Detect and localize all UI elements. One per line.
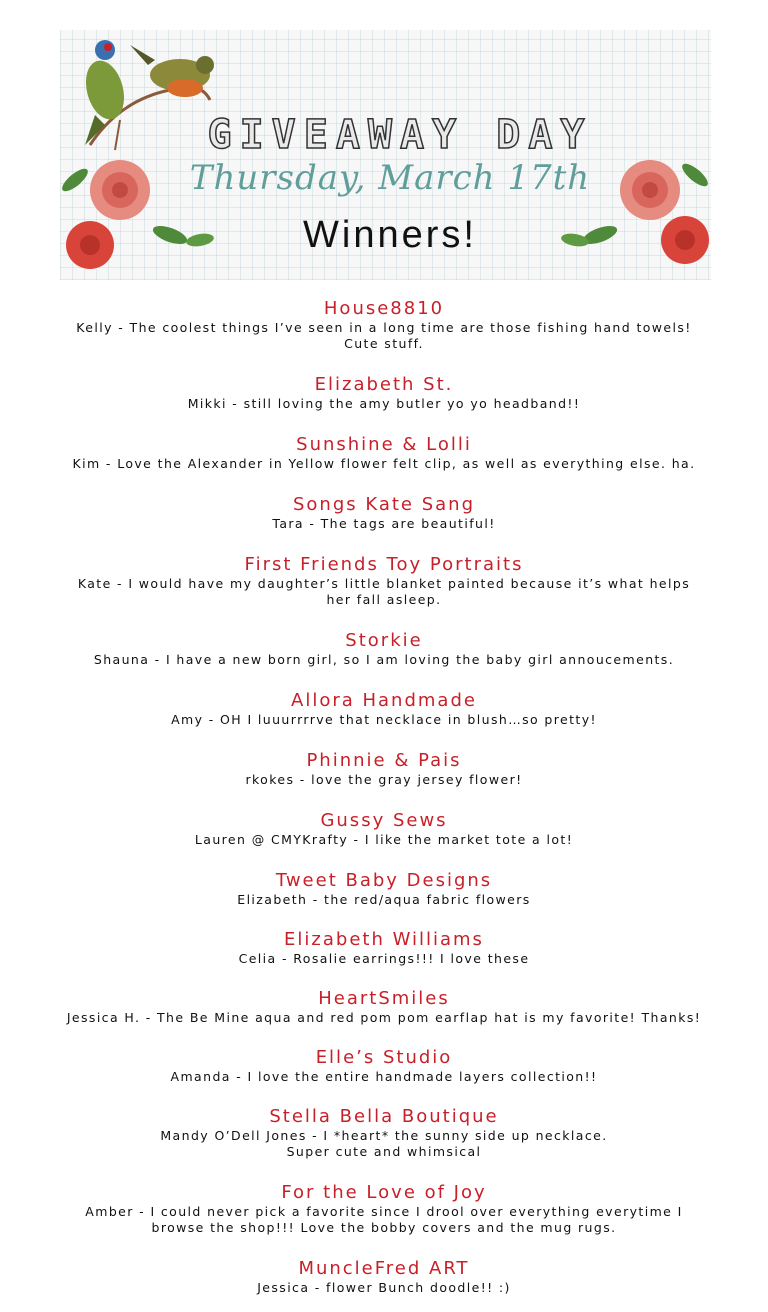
giveaway-banner	[60, 30, 711, 280]
winner-comment: Kim - Love the Alexander in Yellow flower felt clip, as well as everything else. ha.	[72, 456, 696, 471]
winner-comment: Amber - I could never pick a favorite since I drool over everything everytime I browse the shop!!! Love the bobby covers and the mug rugs.	[85, 1204, 683, 1235]
winner-comment: rkokes - love the gray jersey flower!	[245, 772, 523, 787]
shop-name[interactable]: Elizabeth Williams	[284, 929, 484, 950]
winner-entry	[0, 810, 768, 870]
shop-name[interactable]: Sunshine & Lolli	[296, 434, 472, 455]
winner-comment: Tara - The tags are beautiful!	[272, 516, 496, 531]
winner-entry	[0, 434, 768, 494]
winner-comment: Mandy O’Dell Jones - I *heart* the sunny side up necklace. Super cute and whimsical	[160, 1128, 608, 1159]
winner-entry	[0, 374, 768, 434]
winner-comment: Lauren @ CMYKrafty - I like the market tote a lot!	[194, 832, 574, 847]
winner-entry	[0, 298, 768, 374]
winner-comment: Celia - Rosalie earrings!!! I love these	[238, 951, 530, 966]
shop-name[interactable]: Allora Handmade	[291, 690, 477, 711]
winner-entry	[0, 1182, 768, 1258]
shop-name[interactable]: For the Love of Joy	[281, 1182, 487, 1203]
winner-comment: Jessica H. - The Be Mine aqua and red pom pom earflap hat is my favorite! Thanks!	[66, 1010, 702, 1025]
winner-comment: Amy - OH I luuurrrrve that necklace in blush…so pretty!	[171, 712, 597, 727]
shop-name[interactable]: HeartSmiles	[318, 988, 450, 1009]
winner-entry	[0, 1258, 768, 1298]
shop-name[interactable]: Phinnie & Pais	[306, 750, 462, 771]
winner-entry	[0, 494, 768, 554]
shop-name[interactable]: Storkie	[345, 630, 423, 651]
shop-name[interactable]: Stella Bella Boutique	[269, 1106, 499, 1127]
winner-comment: Elizabeth - the red/aqua fabric flowers	[237, 892, 531, 907]
winner-comment: Mikki - still loving the amy butler yo yo headband!!	[187, 396, 581, 411]
shop-name[interactable]: MuncleFred ART	[298, 1258, 470, 1279]
winner-entry	[0, 1047, 768, 1106]
banner-title: GIVEAWAY DAY	[207, 112, 593, 158]
banner-subtitle: Winners!	[303, 214, 477, 256]
winner-entry	[0, 988, 768, 1047]
shop-name[interactable]: Elizabeth St.	[314, 374, 454, 395]
shop-name[interactable]: First Friends Toy Portraits	[244, 554, 524, 575]
winner-entry	[0, 690, 768, 750]
shop-name[interactable]: Songs Kate Sang	[292, 494, 476, 515]
winner-comment: Kate - I would have my daughter’s little blanket painted because it’s what helps her fall asleep.	[77, 576, 691, 607]
winner-comment: Jessica - flower Bunch doodle!! :)	[257, 1280, 511, 1295]
winner-comment: Amanda - I love the entire handmade layers collection!!	[170, 1069, 598, 1084]
shop-name[interactable]: Gussy Sews	[320, 810, 448, 831]
winner-entry	[0, 929, 768, 988]
shop-name[interactable]: Tweet Baby Designs	[275, 870, 493, 891]
winner-entry	[0, 554, 768, 630]
banner-date: Thursday, March 17th	[189, 158, 591, 198]
winner-entry	[0, 1106, 768, 1182]
winner-entry	[0, 870, 768, 929]
winner-comment: Kelly - The coolest things I’ve seen in a long time are those fishing hand towels! Cute stuff.	[76, 320, 692, 351]
shop-name[interactable]: Elle’s Studio	[315, 1047, 453, 1068]
winner-entry	[0, 630, 768, 690]
shop-name[interactable]: House8810	[323, 298, 445, 319]
winner-comment: Shauna - I have a new born girl, so I am loving the baby girl annoucements.	[93, 652, 675, 667]
winner-entry	[0, 750, 768, 810]
winners-list	[0, 298, 768, 1298]
